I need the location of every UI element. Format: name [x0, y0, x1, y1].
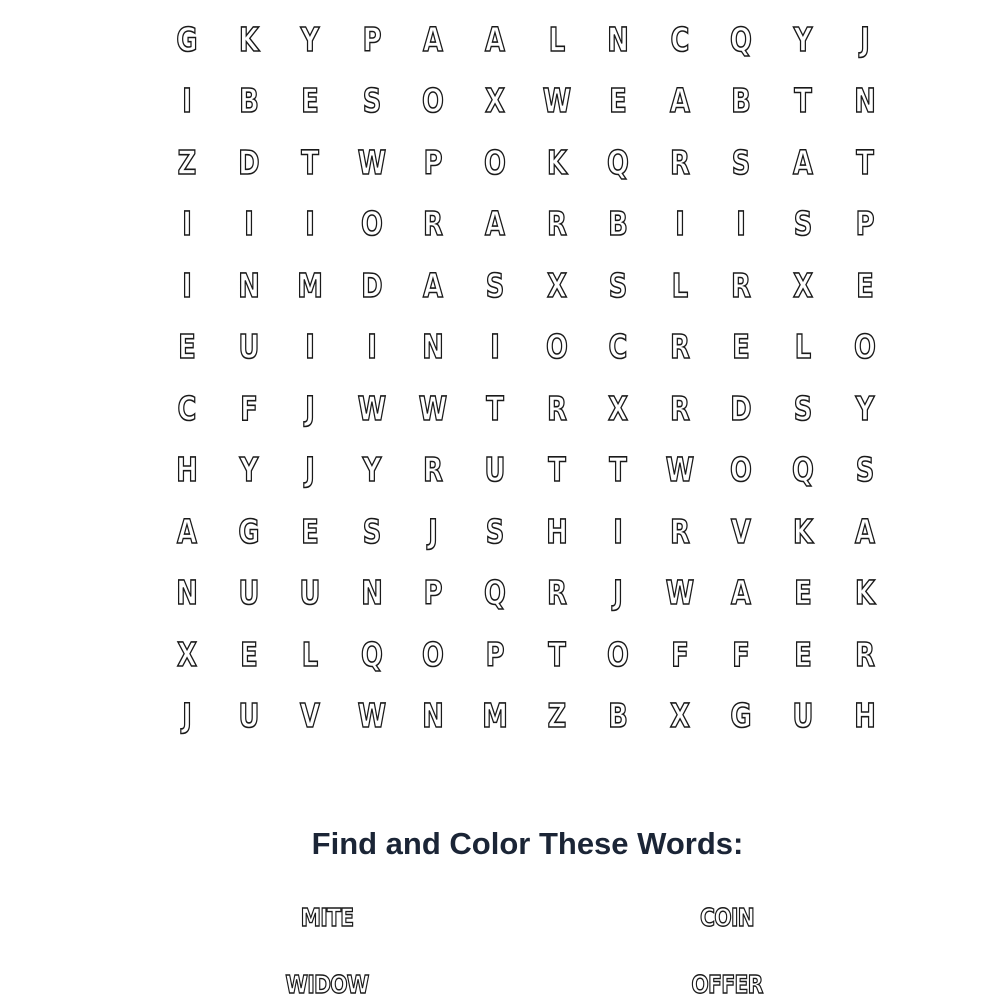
grid-letter[interactable]: T [794, 81, 812, 121]
grid-letter[interactable]: D [237, 142, 260, 182]
grid-letter[interactable]: V [731, 511, 752, 551]
grid-letter[interactable]: O [360, 204, 383, 244]
word-list-item: WIDOW [285, 970, 369, 999]
grid-letter[interactable]: J [305, 450, 315, 490]
grid-letter[interactable]: A [731, 573, 752, 613]
grid-letter[interactable]: O [484, 142, 506, 182]
grid-letter[interactable]: E [301, 81, 319, 121]
grid-letter[interactable]: K [546, 142, 567, 182]
grid-letter[interactable]: Z [547, 695, 566, 735]
grid-letter[interactable]: I [182, 204, 192, 244]
grid-letter[interactable]: O [853, 327, 876, 367]
grid-letter[interactable]: A [793, 142, 813, 182]
grid-letter[interactable]: R [669, 142, 690, 182]
grid-letter[interactable]: D [730, 388, 753, 428]
grid-letter[interactable]: M [482, 695, 508, 735]
grid-letter[interactable]: N [607, 20, 629, 59]
grid-letter[interactable]: I [182, 265, 192, 305]
grid-letter[interactable]: W [665, 573, 694, 613]
grid-letter[interactable]: B [608, 695, 628, 735]
grid-letter[interactable]: O [422, 81, 445, 121]
grid-letter[interactable]: J [428, 511, 439, 551]
grid-letter[interactable]: R [546, 573, 567, 613]
grid-letter[interactable]: R [546, 204, 567, 244]
grid-letter[interactable]: S [855, 450, 874, 490]
word-list-item: COIN [700, 903, 754, 932]
grid-letter[interactable]: G [176, 20, 198, 59]
grid-letter[interactable]: S [362, 511, 382, 551]
grid-letter[interactable]: P [423, 142, 443, 182]
grid-letter[interactable]: Y [239, 450, 258, 490]
word-list-item: OFFER [691, 970, 763, 999]
grid-letter[interactable]: O [422, 634, 445, 674]
grid-letter[interactable]: A [854, 511, 875, 551]
grid-letter[interactable]: R [669, 388, 690, 428]
grid-letter[interactable]: H [176, 450, 198, 490]
grid-letter[interactable]: N [422, 695, 445, 735]
grid-letter[interactable]: U [238, 327, 260, 367]
grid-letter[interactable]: E [609, 81, 627, 121]
grid-letter[interactable]: B [608, 204, 628, 244]
grid-letter[interactable]: B [238, 81, 259, 121]
grid-letter[interactable]: T [301, 142, 319, 182]
grid-letter[interactable]: Q [360, 634, 383, 674]
grid-letter[interactable]: E [178, 327, 196, 367]
grid-letter[interactable]: T [547, 450, 566, 490]
grid-letter[interactable]: F [732, 634, 751, 674]
grid-letter[interactable]: U [484, 450, 506, 490]
grid-letter[interactable]: I [736, 204, 747, 244]
grid-letter[interactable]: S [485, 511, 505, 551]
grid-letter[interactable]: W [665, 450, 694, 490]
grid-letter[interactable]: G [730, 695, 752, 735]
grid-letter[interactable]: R [854, 634, 875, 674]
grid-letter[interactable]: W [357, 388, 386, 428]
grid-letter[interactable]: K [793, 511, 813, 551]
grid-letter[interactable]: L [794, 327, 812, 367]
grid-letter[interactable]: N [361, 573, 383, 613]
grid-letter[interactable]: T [547, 634, 566, 674]
grid-letter[interactable]: J [182, 695, 192, 735]
grid-letter[interactable]: J [305, 388, 315, 428]
grid-letter[interactable]: A [485, 20, 505, 59]
grid-letter[interactable]: U [238, 573, 260, 613]
grid-letter[interactable]: W [542, 81, 571, 121]
grid-letter[interactable]: Y [362, 450, 382, 490]
grid-letter[interactable]: E [794, 634, 812, 674]
grid-letter[interactable]: X [546, 265, 567, 305]
grid-letter[interactable]: S [793, 204, 813, 244]
grid-letter[interactable]: E [301, 511, 319, 551]
grid-letter[interactable]: P [423, 573, 443, 613]
grid-letter[interactable]: T [855, 142, 874, 182]
grid-letter[interactable]: I [675, 204, 685, 244]
grid-letter[interactable]: K [854, 573, 875, 613]
grid-letter[interactable]: E [794, 573, 812, 613]
grid-letter[interactable]: L [548, 20, 565, 59]
grid-letter[interactable]: U [299, 573, 321, 613]
grid-letter[interactable]: G [238, 511, 260, 551]
grid-letter[interactable]: S [732, 142, 751, 182]
grid-letter[interactable]: U [792, 695, 814, 735]
grid-letter[interactable]: B [731, 81, 752, 121]
grid-letter[interactable]: N [237, 265, 260, 305]
grid-letter[interactable]: A [423, 20, 444, 59]
grid-letter[interactable]: O [545, 327, 568, 367]
grid-letter[interactable]: A [485, 204, 505, 244]
grid-letter[interactable]: O [730, 450, 753, 490]
grid-letter[interactable]: H [853, 695, 876, 735]
grid-letter[interactable]: Y [300, 20, 320, 59]
grid-letter[interactable]: I [613, 511, 623, 551]
grid-letter[interactable]: I [490, 327, 500, 367]
grid-letter[interactable]: I [305, 204, 315, 244]
grid-letter[interactable]: W [419, 388, 448, 428]
grid-letter[interactable]: R [423, 204, 444, 244]
grid-letter[interactable]: O [607, 634, 630, 674]
grid-letter[interactable]: S [608, 265, 628, 305]
grid-letter[interactable]: X [177, 634, 197, 674]
word-list-item: MITE [300, 903, 354, 932]
grid-letter[interactable]: P [485, 634, 505, 674]
grid-letter[interactable]: I [243, 204, 254, 244]
grid-letter[interactable]: R [669, 511, 690, 551]
grid-letter[interactable]: F [239, 388, 258, 428]
grid-letter[interactable]: M [297, 265, 323, 305]
grid-letter[interactable]: A [423, 265, 444, 305]
grid-letter[interactable]: R [546, 388, 567, 428]
grid-letter[interactable]: N [853, 81, 876, 121]
grid-letter[interactable]: S [793, 388, 813, 428]
grid-letter[interactable]: J [859, 20, 870, 59]
grid-letter[interactable]: X [669, 695, 690, 735]
grid-letter[interactable]: S [485, 265, 505, 305]
grid-letter[interactable]: A [669, 81, 690, 121]
grid-letter[interactable]: Q [792, 450, 814, 490]
grid-letter[interactable]: X [793, 265, 813, 305]
grid-letter[interactable]: I [182, 81, 192, 121]
grid-letter[interactable]: J [613, 573, 623, 613]
grid-letter[interactable]: R [731, 265, 752, 305]
grid-letter[interactable]: P [855, 204, 875, 244]
grid-letter[interactable]: F [670, 634, 689, 674]
grid-letter[interactable]: W [357, 142, 386, 182]
grid-letter[interactable]: X [485, 81, 505, 121]
grid-letter[interactable]: D [361, 265, 383, 305]
grid-letter[interactable]: W [357, 695, 386, 735]
grid-letter[interactable]: P [362, 20, 382, 59]
grid-letter[interactable]: V [300, 695, 321, 735]
grid-letter[interactable]: Z [177, 142, 197, 182]
grid-letter[interactable]: X [608, 388, 629, 428]
grid-letter[interactable]: A [177, 511, 197, 551]
grid-letter[interactable]: S [362, 81, 382, 121]
grid-letter[interactable]: T [609, 450, 627, 490]
grid-letter[interactable]: Q [484, 573, 506, 613]
grid-letter[interactable]: E [732, 327, 751, 367]
grid-letter[interactable]: N [422, 327, 445, 367]
grid-letter[interactable]: L [301, 634, 319, 674]
grid-letter[interactable]: T [486, 388, 504, 428]
grid-letter[interactable]: K [238, 20, 259, 59]
grid-letter[interactable]: Q [730, 20, 753, 59]
grid-letter[interactable]: Q [607, 142, 630, 182]
grid-letter[interactable]: H [545, 511, 568, 551]
grid-letter[interactable]: C [608, 327, 628, 367]
grid-letter[interactable]: E [855, 265, 874, 305]
grid-letter[interactable]: R [423, 450, 444, 490]
grid-letter[interactable]: N [176, 573, 198, 613]
grid-letter[interactable]: U [238, 695, 260, 735]
grid-letter[interactable]: I [367, 327, 377, 367]
grid-letter[interactable]: Y [793, 20, 813, 59]
grid-letter[interactable]: R [669, 327, 690, 367]
grid-letter[interactable]: C [670, 20, 690, 59]
grid-letter[interactable]: L [671, 265, 688, 305]
grid-letter[interactable]: E [239, 634, 258, 674]
grid-letter[interactable]: C [177, 388, 197, 428]
grid-letter[interactable]: Y [855, 388, 874, 428]
grid-letter[interactable]: I [305, 327, 315, 367]
word-list-title: Find and Color These Words: [311, 826, 744, 861]
